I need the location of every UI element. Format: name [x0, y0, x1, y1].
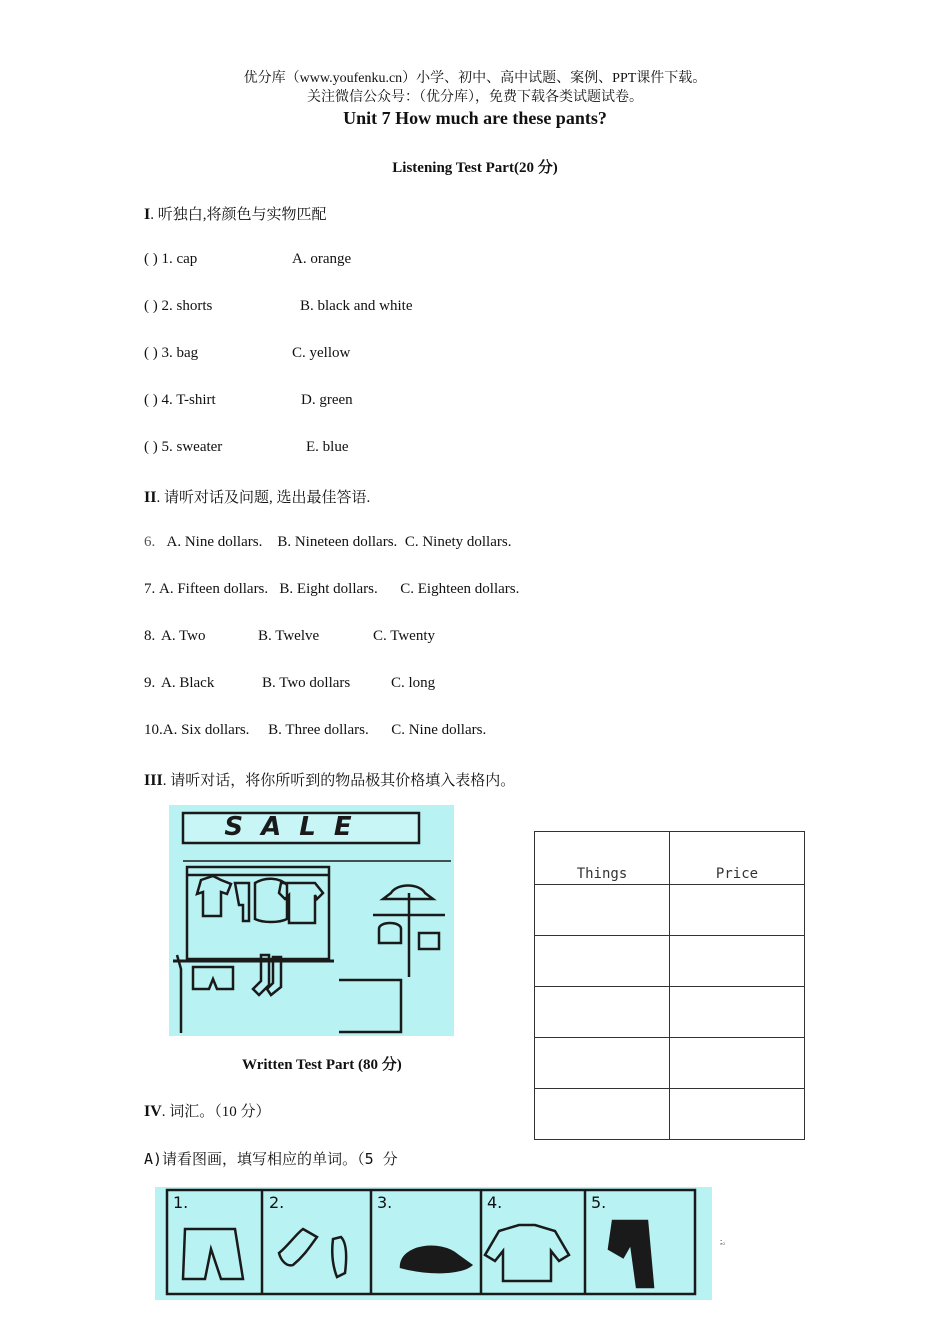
question-number: 10.	[144, 722, 163, 738]
option-c: C. Ninety dollars.	[404, 534, 512, 550]
picture-number-4: 4.	[487, 1193, 503, 1212]
site-header-line1: 优分库（www.youfenku.cn）小学、初中、高中试题、案例、PPT课件下载。	[243, 71, 707, 86]
option-c: C. Twenty	[373, 628, 436, 644]
vocab-picture-strip	[155, 1187, 712, 1300]
table-row	[535, 885, 805, 936]
option-c: C. long	[391, 675, 436, 691]
question-number: 7.	[144, 581, 156, 597]
match-item-right: C. yellow	[292, 345, 351, 361]
section4-instruction: . 词汇。（10 分）	[161, 1104, 271, 1120]
price-cell[interactable]	[670, 1038, 805, 1089]
price-cell[interactable]	[670, 1089, 805, 1140]
option-b: B. Twelve	[258, 628, 320, 644]
option-b: B. Two dollars	[262, 675, 351, 691]
listening-title: Listening Test Part(20 分)	[392, 160, 558, 176]
vocab-drawing	[155, 1187, 712, 1300]
match-item-left: ( ) 3. bag	[144, 345, 199, 361]
price-table	[534, 831, 805, 1140]
option-a: A. Black	[161, 675, 215, 691]
trailing-mark: ;。	[720, 1237, 731, 1246]
section3-instruction: . 请听对话，将你所听到的物品极其价格填入表格内。	[162, 773, 516, 789]
picture-number-3: 3.	[377, 1193, 393, 1212]
things-cell[interactable]	[535, 936, 670, 987]
match-item-right: B. black and white	[300, 298, 413, 314]
question-number: 9.	[144, 675, 156, 691]
match-item-left: ( ) 2. shorts	[144, 298, 213, 314]
question-number: 6.	[144, 534, 156, 550]
price-cell[interactable]	[670, 936, 805, 987]
section3-heading	[144, 769, 515, 790]
option-a: A. Nine dollars.	[166, 534, 263, 550]
option-c: C. Nine dollars.	[391, 722, 487, 738]
section3-numeral: III	[144, 772, 163, 789]
question-row	[144, 628, 155, 645]
things-cell[interactable]	[535, 885, 670, 936]
section1-heading	[144, 203, 327, 224]
section2-numeral: II	[144, 489, 157, 506]
site-header-line2: 关注微信公众号：（优分库），免费下载各类试题试卷。	[307, 90, 643, 105]
picture-number-2: 2.	[269, 1193, 285, 1212]
match-item-right: A. orange	[292, 251, 352, 267]
option-a: A. Two	[161, 628, 206, 644]
table-row	[535, 936, 805, 987]
table-header-price: Price	[670, 832, 805, 885]
option-b: B. Eight dollars.	[279, 581, 378, 597]
question-row	[144, 722, 486, 739]
section4-heading	[144, 1100, 271, 1121]
table-row	[535, 987, 805, 1038]
option-b: B. Nineteen dollars.	[277, 534, 398, 550]
price-cell[interactable]	[670, 987, 805, 1038]
part-a-instruction: A)请看图画，填写相应的单词。（5 分	[144, 1150, 398, 1168]
things-cell[interactable]	[535, 987, 670, 1038]
things-cell[interactable]	[535, 1089, 670, 1140]
section2-instruction: . 请听对话及问题, 选出最佳答语.	[156, 490, 371, 506]
picture-number-1: 1.	[173, 1193, 189, 1212]
written-title: Written Test Part (80 分)	[242, 1057, 402, 1073]
picture-number-5: 5.	[591, 1193, 607, 1212]
match-item-right: D. green	[301, 392, 353, 408]
table-header-row	[535, 832, 805, 885]
option-b: B. Three dollars.	[268, 722, 369, 738]
table-header-things: Things	[535, 832, 670, 885]
section4-numeral: IV	[144, 1103, 162, 1120]
things-cell[interactable]	[535, 1038, 670, 1089]
section1-numeral: I	[144, 206, 151, 223]
question-number: 8.	[144, 628, 156, 644]
question-row	[144, 534, 511, 551]
section1-instruction: . 听独白,将颜色与实物匹配	[150, 207, 327, 223]
match-item-left: ( ) 1. cap	[144, 251, 198, 267]
match-item-left: ( ) 4. T-shirt	[144, 392, 216, 408]
table-row	[535, 1038, 805, 1089]
option-a: A. Six dollars.	[162, 722, 250, 738]
page-title: Unit 7 How much are these pants?	[343, 108, 607, 128]
price-cell[interactable]	[670, 885, 805, 936]
table-row	[535, 1089, 805, 1140]
option-c: C. Eighteen dollars.	[400, 581, 520, 597]
question-row	[144, 675, 155, 692]
option-a: A. Fifteen dollars.	[159, 581, 269, 597]
sale-picture	[169, 805, 454, 1036]
match-item-left: ( ) 5. sweater	[144, 439, 223, 455]
question-row	[144, 581, 519, 598]
match-item-right: E. blue	[306, 439, 349, 455]
sale-sign-text: SALE	[224, 812, 370, 842]
section2-heading	[144, 486, 370, 507]
